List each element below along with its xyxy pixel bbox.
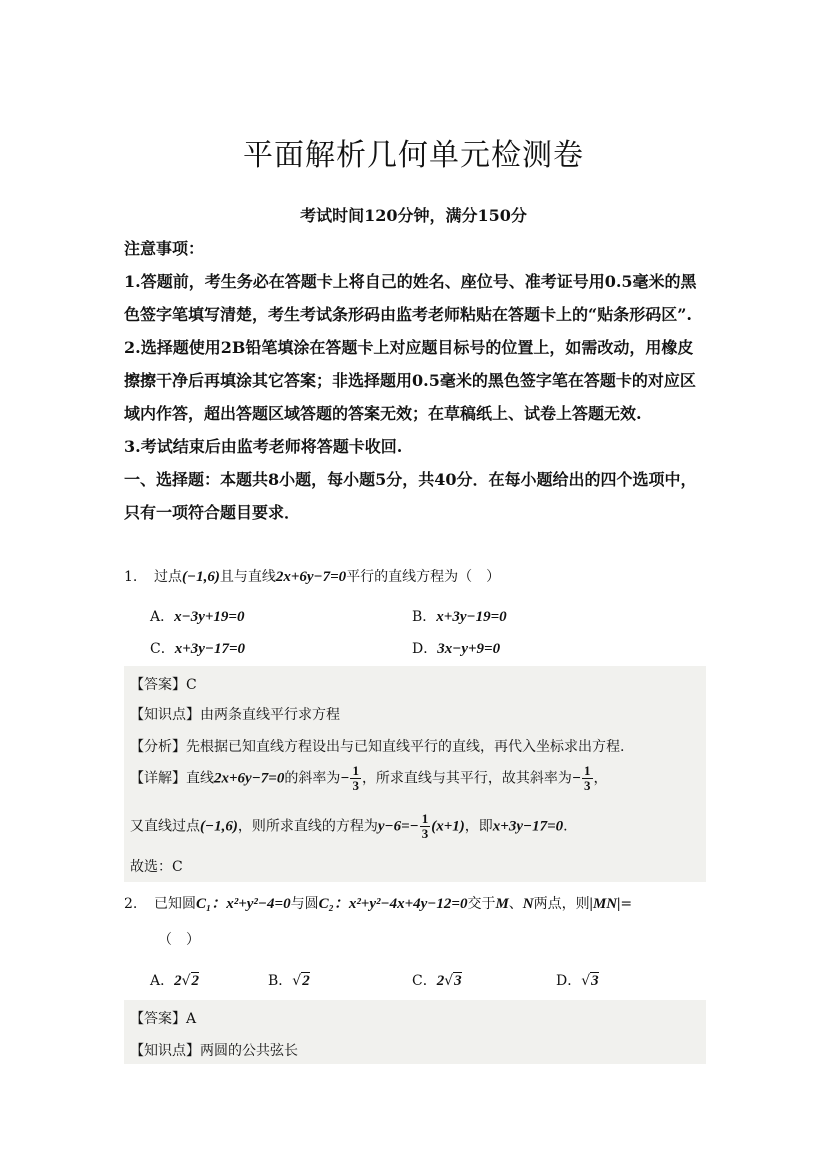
note-item-1: 1.答题前，考生务必在答题卡上将自己的姓名、座位号、准考证号用0.5毫米的黑色签字笔填写清楚，考生考试条形码由监考老师粘贴在答题卡上的“贴条形码区”. <box>124 272 697 324</box>
question-number: 2. <box>124 896 138 912</box>
knowledge-point: 【知识点】由两条直线平行求方程 <box>130 707 340 723</box>
question-number: 1. <box>124 569 138 585</box>
sqrt-icon: √ <box>181 973 191 989</box>
option-a: A．2√2 <box>150 973 200 989</box>
math-circle-2: C₂：x²+y²−4x+4y−12=0 <box>318 896 468 912</box>
detail-line-2: 又直线过点(−1,6)，则所求直线的方程为y−6=− $\frac{1}{3}$ (x+1)，即x+3y−17=0. <box>130 811 568 841</box>
page-title: 平面解析几何单元检测卷 <box>243 138 584 173</box>
fraction: $\frac{1}{3}$ <box>584 763 591 793</box>
question-2-blank: （ ） <box>158 932 200 948</box>
sqrt-icon: √ <box>444 973 454 989</box>
answer-block-1 <box>124 666 706 882</box>
note-item-2: 2.选择题使用2B铅笔填涂在答题卡上对应题目标号的位置上，如需改动，用橡皮擦擦干净后再填涂其它答案；非选择题用0.5毫米的黑色签字笔在答题卡的对应区域内作答，超出答题区域答题的答案无效；在草稿纸上、试卷上答题无效. <box>124 338 696 423</box>
knowledge-point: 【知识点】两圆的公共弦长 <box>130 1043 298 1059</box>
answer: 【答案】A <box>130 1011 197 1027</box>
option-b: B．x+3y−19=0 <box>412 609 507 625</box>
answer-block-2 <box>124 1000 706 1064</box>
math-line: 2x+6y−7=0 <box>275 569 347 585</box>
math-circle-1: C₁：x²+y²−4=0 <box>196 896 291 912</box>
option-b: B．√2 <box>268 973 310 989</box>
analysis: 【分析】先根据已知直线方程设出与已知直线平行的直线，再代入坐标求出方程. <box>130 739 625 755</box>
notes-heading: 注意事项： <box>124 239 205 258</box>
answer: 【答案】C <box>130 677 197 693</box>
detail-line-1: 【详解】直线2x+6y−7=0的斜率为− $\frac{1}{3}$ ，所求直线与其平行，故其斜率为− $\frac{1}{3}$ ， <box>130 763 608 793</box>
option-d: D．3x−y+9=0 <box>412 641 501 657</box>
fraction: $\frac{1}{3}$ <box>352 763 359 793</box>
notes-section <box>124 232 706 529</box>
option-c: C．2√3 <box>412 973 462 989</box>
choose-line: 故选：C <box>130 859 183 875</box>
option-a: A．x−3y+19=0 <box>150 609 245 625</box>
question-2: 2. 已知圆C₁：x²+y²−4=0与圆C₂：x²+y²−4x+4y−12=0交于M、N两点，则|MN|= <box>124 896 633 912</box>
sqrt-icon: √ <box>292 973 302 989</box>
option-c: C．x+3y−17=0 <box>150 641 246 657</box>
fraction: $\frac{1}{3}$ <box>421 811 429 841</box>
option-d: D．√3 <box>556 973 599 989</box>
exam-info: 考试时间120分钟，满分150分 <box>300 206 527 225</box>
section-heading: 一、选择题：本题共8小题，每小题5分，共40分．在每小题给出的四个选项中，只有一项符合题目要求． <box>124 470 697 522</box>
math-point: (−1,6) <box>182 569 220 585</box>
sqrt-icon: √ <box>581 973 591 989</box>
note-item-3: 3.考试结束后由监考老师将答题卡收回. <box>124 437 403 456</box>
question-1: 1. 过点(−1,6)且与直线2x+6y−7=0平行的直线方程为（ ） <box>124 569 501 585</box>
